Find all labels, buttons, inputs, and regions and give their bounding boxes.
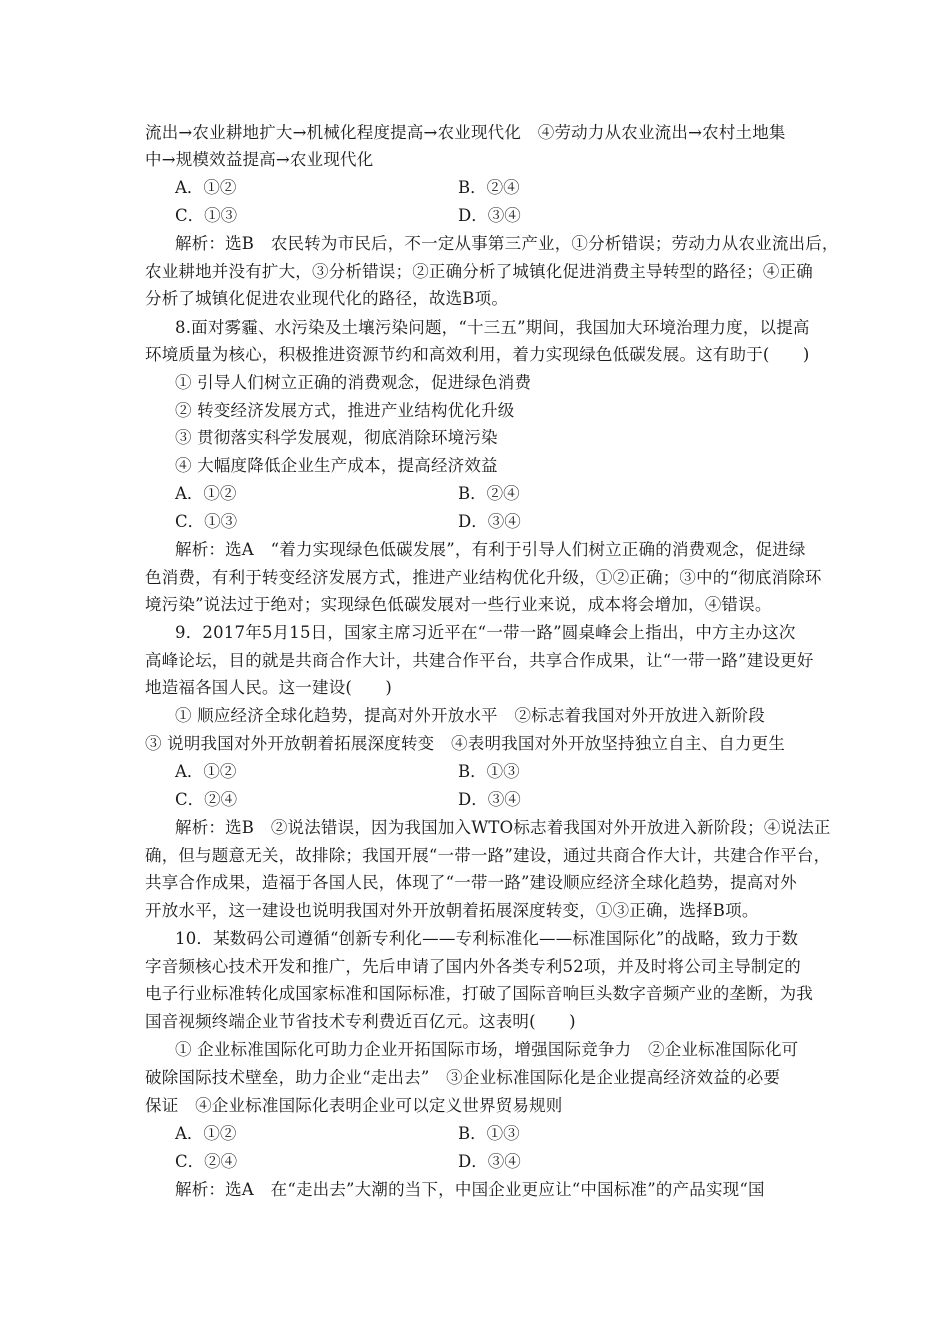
statement: ② 转变经济发展方式，推进产业结构优化升级 — [175, 401, 515, 420]
statement: ① 企业标准国际化可助力企业开拓国际市场，增强国际竞争力 ②企业标准国际化可 — [175, 1040, 799, 1059]
analysis-line: 解析：选B ②说法错误，因为我国加入WTO标志着我国对外开放进入新阶段；④说法正 — [175, 818, 831, 837]
statement: ④ 大幅度降低企业生产成本，提高经济效益 — [175, 456, 498, 475]
question-line: 地造福各国人民。这一建设( ) — [145, 678, 393, 697]
statement: ③ 贯彻落实科学发展观，彻底消除环境污染 — [175, 428, 498, 447]
statement: ① 顺应经济全球化趋势，提高对外开放水平 ②标志着我国对外开放进入新阶段 — [175, 706, 765, 725]
statement: ① 引导人们树立正确的消费观念，促进绿色消费 — [175, 373, 532, 392]
question-line: 字音频核心技术开发和推广，先后申请了国内外各类专利52项，并及时将公司主导制定的 — [145, 957, 801, 976]
question-9: 9．2017年5月15日，国家主席习近平在“一带一路”圆桌峰会上指出，中方主办这次 — [175, 623, 796, 642]
option-a: A．①② — [175, 1124, 237, 1143]
option-b: B．①③ — [458, 762, 520, 781]
option-d: D．③④ — [458, 512, 521, 531]
text-line: 中→规模效益提高→农业现代化 — [145, 150, 374, 169]
option-c: C．②④ — [175, 790, 238, 809]
option-a: A．①② — [175, 484, 237, 503]
analysis-line: 共享合作成果，造福于各国人民，体现了“一带一路”建设顺应经济全球化趋势，提高对外 — [145, 873, 797, 892]
analysis-line: 境污染”说法过于绝对；实现绿色低碳发展对一些行业来说，成本将会增加，④错误。 — [145, 595, 772, 614]
option-d: D．③④ — [458, 206, 521, 225]
option-c: C．①③ — [175, 512, 238, 531]
analysis-line: 解析：选A “着力实现绿色低碳发展”，有利于引导人们树立正确的消费观念，促进绿 — [175, 540, 806, 559]
option-c: C．②④ — [175, 1152, 238, 1171]
question-line: 环境质量为核心，积极推进资源节约和高效利用，着力实现绿色低碳发展。这有助于( ) — [145, 345, 810, 364]
option-b: B．②④ — [458, 178, 520, 197]
analysis-line: 开放水平，这一建设也说明我国对外开放朝着拓展深度转变，①③正确，选择B项。 — [145, 901, 759, 920]
analysis-line: 农业耕地并没有扩大，③分析错误；②正确分析了城镇化促进消费主导转型的路径；④正确 — [145, 262, 813, 281]
question-line: 高峰论坛，目的就是共商合作大计，共建合作平台，共享合作成果，让“一带一路”建设更好 — [145, 651, 814, 670]
analysis-line: 色消费，有利于转变经济发展方式，推进产业结构优化升级，①②正确；③中的“彻底消除环 — [145, 568, 822, 587]
question-line: 国音视频终端企业节省技术专利费近百亿元。这表明( ) — [145, 1012, 576, 1031]
analysis-line: 解析：选B 农民转为市民后，不一定从事第三产业，①分析错误；劳动力从农业流出后， — [175, 234, 839, 253]
statement: 破除国际技术壁垒，助力企业“走出去” ③企业标准国际化是企业提高经济效益的必要 — [145, 1068, 781, 1087]
question-10: 10．某数码公司遵循“创新专利化——专利标准化——标准国际化”的战略，致力于数 — [175, 929, 799, 948]
option-d: D．③④ — [458, 1152, 521, 1171]
analysis-line: 分析了城镇化促进农业现代化的路径，故选B项。 — [145, 289, 509, 308]
question-line: 电子行业标准转化成国家标准和国际标准，打破了国际音响巨头数字音频产业的垄断，为我 — [145, 984, 813, 1003]
statement: 保证 ④企业标准国际化表明企业可以定义世界贸易规则 — [145, 1096, 563, 1115]
statement: ③ 说明我国对外开放朝着拓展深度转变 ④表明我国对外开放坚持独立自主、自力更生 — [145, 734, 786, 753]
analysis-line: 确，但与题意无关，故排除；我国开展“一带一路”建设，通过共商合作大计，共建合作平台， — [145, 846, 831, 865]
option-a: A．①② — [175, 178, 237, 197]
option-d: D．③④ — [458, 790, 521, 809]
option-a: A．①② — [175, 762, 237, 781]
option-b: B．②④ — [458, 484, 520, 503]
option-b: B．①③ — [458, 1124, 520, 1143]
question-8: 8.面对雾霾、水污染及土壤污染问题，“十三五”期间，我国加大环境治理力度，以提高 — [175, 318, 810, 337]
analysis-line: 解析：选A 在“走出去”大潮的当下，中国企业更应让“中国标准”的产品实现“国 — [175, 1180, 765, 1199]
option-c: C．①③ — [175, 206, 238, 225]
text-line: 流出→农业耕地扩大→机械化程度提高→农业现代化 ④劳动力从农业流出→农村土地集 — [145, 123, 786, 142]
